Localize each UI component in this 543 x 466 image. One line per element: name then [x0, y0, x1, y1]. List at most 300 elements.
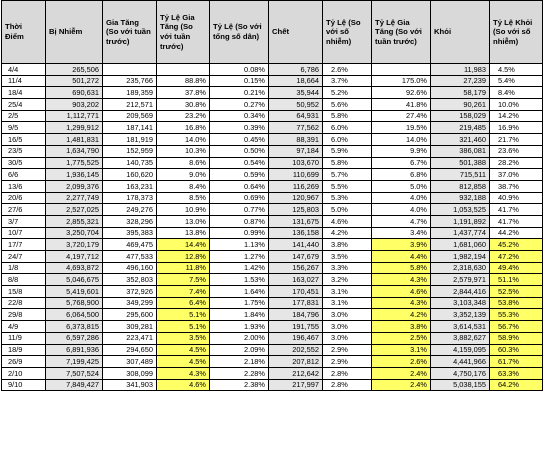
cell-increase: 223,471: [103, 332, 157, 344]
cell-deaths: 88,391: [269, 134, 323, 146]
cell-date: 17/7: [2, 239, 46, 251]
cell-death-rate: 3.1%: [323, 297, 372, 309]
cell-death-rate: 5.3%: [323, 192, 372, 204]
cell-increase-rate: 3.5%: [157, 332, 210, 344]
table-row: [2, 262, 543, 274]
cell-population-rate: 0.27%: [210, 99, 269, 111]
cell-infected: 6,891,936: [46, 344, 103, 356]
cell-population-rate: 0.34%: [210, 110, 269, 122]
cell-recovery-rate: 45.2%: [490, 239, 543, 251]
cell-population-rate: 0.39%: [210, 122, 269, 134]
cell-recovered: 1,681,060: [431, 239, 490, 251]
cell-recovery-rate: 41.7%: [490, 215, 543, 227]
cell-death-increase-rate: 92.6%: [372, 87, 431, 99]
cell-death-increase-rate: 2.6%: [372, 356, 431, 368]
cell-population-rate: 1.93%: [210, 321, 269, 333]
cell-deaths: 110,699: [269, 169, 323, 181]
cell-increase: 212,571: [103, 99, 157, 111]
cell-population-rate: 0.08%: [210, 64, 269, 76]
cell-increase: 209,569: [103, 110, 157, 122]
cell-recovery-rate: 38.7%: [490, 180, 543, 192]
cell-increase-rate: 8.4%: [157, 180, 210, 192]
cell-infected: 6,597,286: [46, 332, 103, 344]
cell-recovery-rate: 47.2%: [490, 251, 543, 263]
cell-population-rate: 2.09%: [210, 344, 269, 356]
cell-death-rate: 2.6%: [323, 64, 372, 76]
cell-recovery-rate: 8.4%: [490, 87, 543, 99]
cell-date: 25/4: [2, 99, 46, 111]
cell-recovery-rate: 37.0%: [490, 169, 543, 181]
cell-death-rate: 3.3%: [323, 262, 372, 274]
cell-infected: 4,693,872: [46, 262, 103, 274]
cell-death-increase-rate: 4.4%: [372, 251, 431, 263]
cell-increase: 349,299: [103, 297, 157, 309]
table-row: [2, 332, 543, 344]
cell-deaths: 64,931: [269, 110, 323, 122]
cell-death-increase-rate: 4.0%: [372, 192, 431, 204]
cell-population-rate: 1.42%: [210, 262, 269, 274]
cell-recovery-rate: 21.7%: [490, 134, 543, 146]
cell-increase: 178,373: [103, 192, 157, 204]
cell-infected: 7,507,524: [46, 367, 103, 379]
cell-increase: 160,620: [103, 169, 157, 181]
cell-recovered: 27,239: [431, 75, 490, 87]
cell-death-increase-rate: 3.9%: [372, 239, 431, 251]
cell-population-rate: 0.77%: [210, 204, 269, 216]
cell-recovery-rate: 28.2%: [490, 157, 543, 169]
table-row: [2, 274, 543, 286]
cell-increase: 249,276: [103, 204, 157, 216]
cell-increase-rate: 10.3%: [157, 145, 210, 157]
cell-increase-rate: 5.1%: [157, 321, 210, 333]
cell-infected: 7,849,427: [46, 379, 103, 391]
cell-death-rate: 5.2%: [323, 87, 372, 99]
cell-recovery-rate: 58.9%: [490, 332, 543, 344]
table-row: [2, 64, 543, 76]
header-increase-rate: Tỷ Lệ Gia Tăng (So với tuần trước): [157, 1, 210, 64]
cell-death-increase-rate: 4.3%: [372, 297, 431, 309]
cell-recovered: 2,318,630: [431, 262, 490, 274]
table-row: [2, 157, 543, 169]
cell-recovered: 1,191,892: [431, 215, 490, 227]
cell-death-rate: 4.2%: [323, 227, 372, 239]
cell-recovery-rate: 44.2%: [490, 227, 543, 239]
cell-population-rate: 1.27%: [210, 251, 269, 263]
cell-infected: 6,064,500: [46, 309, 103, 321]
cell-population-rate: 2.38%: [210, 379, 269, 391]
cell-infected: 6,373,815: [46, 321, 103, 333]
cell-date: 11/4: [2, 75, 46, 87]
cell-recovery-rate: 4.5%: [490, 64, 543, 76]
cell-deaths: 207,812: [269, 356, 323, 368]
cell-death-increase-rate: 14.0%: [372, 134, 431, 146]
cell-population-rate: 0.87%: [210, 215, 269, 227]
cell-increase: [103, 64, 157, 76]
cell-deaths: 18,664: [269, 75, 323, 87]
cell-death-increase-rate: 2.4%: [372, 367, 431, 379]
cell-death-increase-rate: 19.5%: [372, 122, 431, 134]
cell-deaths: 6,786: [269, 64, 323, 76]
header-population-rate: Tỷ Lệ (So với tổng số dân): [210, 1, 269, 64]
cell-increase: 341,903: [103, 379, 157, 391]
cell-recovered: 2,844,416: [431, 286, 490, 298]
cell-death-rate: 3.7%: [323, 75, 372, 87]
cell-death-increase-rate: 4.6%: [372, 286, 431, 298]
cell-deaths: 116,269: [269, 180, 323, 192]
cell-recovery-rate: 14.2%: [490, 110, 543, 122]
table-body: [2, 64, 543, 391]
table-row: [2, 227, 543, 239]
table-row: [2, 110, 543, 122]
cell-date: 6/6: [2, 169, 46, 181]
cell-increase-rate: 11.8%: [157, 262, 210, 274]
cell-increase-rate: 14.4%: [157, 239, 210, 251]
cell-recovered: 1,053,525: [431, 204, 490, 216]
cell-recovery-rate: 10.0%: [490, 99, 543, 111]
cell-death-rate: 2.8%: [323, 367, 372, 379]
table-row: [2, 297, 543, 309]
cell-increase: 469,475: [103, 239, 157, 251]
cell-death-rate: 5.0%: [323, 204, 372, 216]
cell-deaths: 50,952: [269, 99, 323, 111]
cell-increase-rate: 13.8%: [157, 227, 210, 239]
cell-infected: 1,299,912: [46, 122, 103, 134]
cell-recovered: 4,750,176: [431, 367, 490, 379]
cell-increase-rate: 14.0%: [157, 134, 210, 146]
cell-recovery-rate: 23.6%: [490, 145, 543, 157]
cell-recovered: 932,188: [431, 192, 490, 204]
cell-death-rate: 5.8%: [323, 110, 372, 122]
cell-increase-rate: 7.5%: [157, 274, 210, 286]
cell-increase: 295,600: [103, 309, 157, 321]
cell-recovery-rate: 60.3%: [490, 344, 543, 356]
cell-date: 13/6: [2, 180, 46, 192]
cell-death-increase-rate: 5.0%: [372, 180, 431, 192]
cell-infected: 1,634,790: [46, 145, 103, 157]
cell-deaths: 217,997: [269, 379, 323, 391]
cell-increase-rate: 4.3%: [157, 367, 210, 379]
table-row: [2, 286, 543, 298]
cell-deaths: 131,675: [269, 215, 323, 227]
cell-death-increase-rate: 5.8%: [372, 262, 431, 274]
cell-death-rate: 3.5%: [323, 251, 372, 263]
cell-recovered: 321,460: [431, 134, 490, 146]
cell-increase-rate: 88.8%: [157, 75, 210, 87]
table-row: [2, 75, 543, 87]
cell-date: 24/7: [2, 251, 46, 263]
table-row: [2, 145, 543, 157]
cell-date: 20/6: [2, 192, 46, 204]
cell-date: 4/4: [2, 64, 46, 76]
cell-recovered: 4,441,966: [431, 356, 490, 368]
cell-deaths: 141,440: [269, 239, 323, 251]
cell-increase: 235,766: [103, 75, 157, 87]
cell-death-rate: 3.0%: [323, 309, 372, 321]
cell-date: 4/9: [2, 321, 46, 333]
cell-deaths: 35,944: [269, 87, 323, 99]
cell-recovered: 3,352,139: [431, 309, 490, 321]
cell-recovered: 219,485: [431, 122, 490, 134]
table-row: [2, 344, 543, 356]
header-increase: Gia Tăng (So với tuần trước): [103, 1, 157, 64]
cell-increase: 294,650: [103, 344, 157, 356]
cell-recovered: 812,858: [431, 180, 490, 192]
cell-death-increase-rate: 4.2%: [372, 309, 431, 321]
cell-deaths: 170,451: [269, 286, 323, 298]
cell-infected: 7,199,425: [46, 356, 103, 368]
cell-increase-rate: 7.4%: [157, 286, 210, 298]
cell-increase-rate: 23.2%: [157, 110, 210, 122]
cell-deaths: 147,679: [269, 251, 323, 263]
cell-recovery-rate: 55.3%: [490, 309, 543, 321]
cell-death-rate: 5.5%: [323, 180, 372, 192]
cell-death-rate: 2.8%: [323, 379, 372, 391]
table-row: [2, 180, 543, 192]
cell-death-increase-rate: [372, 64, 431, 76]
table-row: [2, 251, 543, 263]
cell-increase: 152,959: [103, 145, 157, 157]
cell-recovery-rate: 52.5%: [490, 286, 543, 298]
cell-increase: 189,359: [103, 87, 157, 99]
cell-date: 29/8: [2, 309, 46, 321]
cell-death-increase-rate: 4.7%: [372, 215, 431, 227]
table-row: [2, 134, 543, 146]
cell-date: 18/9: [2, 344, 46, 356]
cell-recovery-rate: 63.3%: [490, 367, 543, 379]
header-death-increase-rate: Tỷ Lệ Gia Tăng (So với tuần trước): [372, 1, 431, 64]
cell-infected: 1,112,771: [46, 110, 103, 122]
cell-deaths: 184,796: [269, 309, 323, 321]
cell-infected: 2,527,025: [46, 204, 103, 216]
cell-recovery-rate: 53.8%: [490, 297, 543, 309]
cell-population-rate: 0.45%: [210, 134, 269, 146]
cell-recovery-rate: 41.7%: [490, 204, 543, 216]
cell-recovery-rate: 56.7%: [490, 321, 543, 333]
cell-date: 2/10: [2, 367, 46, 379]
cell-increase-rate: 6.4%: [157, 297, 210, 309]
cell-date: 8/8: [2, 274, 46, 286]
cell-increase-rate: 12.8%: [157, 251, 210, 263]
cell-infected: 2,277,749: [46, 192, 103, 204]
cell-deaths: 196,467: [269, 332, 323, 344]
table-row: [2, 169, 543, 181]
cell-infected: 265,506: [46, 64, 103, 76]
cell-death-rate: 6.0%: [323, 122, 372, 134]
cell-recovered: 1,437,774: [431, 227, 490, 239]
cell-death-increase-rate: 3.4%: [372, 227, 431, 239]
cell-deaths: 103,670: [269, 157, 323, 169]
cell-recovered: 715,511: [431, 169, 490, 181]
cell-increase: 309,281: [103, 321, 157, 333]
cell-increase: 187,141: [103, 122, 157, 134]
cell-population-rate: 0.54%: [210, 157, 269, 169]
table-row: [2, 356, 543, 368]
cell-date: 10/7: [2, 227, 46, 239]
table-row: [2, 215, 543, 227]
cell-death-increase-rate: 9.9%: [372, 145, 431, 157]
cell-recovered: 3,103,348: [431, 297, 490, 309]
cell-infected: 5,768,900: [46, 297, 103, 309]
cell-population-rate: 0.64%: [210, 180, 269, 192]
cell-death-rate: 2.9%: [323, 356, 372, 368]
cell-recovered: 58,179: [431, 87, 490, 99]
cell-death-rate: 3.2%: [323, 274, 372, 286]
cell-date: 18/4: [2, 87, 46, 99]
cell-date: 9/5: [2, 122, 46, 134]
header-infected: Bị Nhiễm: [46, 1, 103, 64]
table-row: [2, 379, 543, 391]
header-recovery-rate: Tỷ Lệ Khỏi (So với số nhiễm): [490, 1, 543, 64]
cell-deaths: 136,158: [269, 227, 323, 239]
cell-increase: 307,489: [103, 356, 157, 368]
cell-recovery-rate: 40.9%: [490, 192, 543, 204]
cell-increase: 496,160: [103, 262, 157, 274]
cell-increase: 372,926: [103, 286, 157, 298]
header-deaths: Chết: [269, 1, 323, 64]
cell-population-rate: 2.18%: [210, 356, 269, 368]
cell-death-rate: 5.6%: [323, 99, 372, 111]
cell-death-increase-rate: 6.8%: [372, 169, 431, 181]
cell-infected: 1,936,145: [46, 169, 103, 181]
cell-increase-rate: 37.8%: [157, 87, 210, 99]
cell-increase: 140,735: [103, 157, 157, 169]
cell-deaths: 156,267: [269, 262, 323, 274]
cell-recovered: 501,388: [431, 157, 490, 169]
cell-infected: 1,481,831: [46, 134, 103, 146]
cell-increase-rate: 4.5%: [157, 344, 210, 356]
cell-deaths: 125,803: [269, 204, 323, 216]
cell-population-rate: 2.28%: [210, 367, 269, 379]
cell-population-rate: 2.00%: [210, 332, 269, 344]
cell-death-increase-rate: 175.0%: [372, 75, 431, 87]
cell-increase: 395,383: [103, 227, 157, 239]
cell-population-rate: 0.50%: [210, 145, 269, 157]
cell-death-rate: 5.9%: [323, 145, 372, 157]
cell-deaths: 202,552: [269, 344, 323, 356]
cell-recovered: 158,029: [431, 110, 490, 122]
table-row: [2, 367, 543, 379]
cell-recovered: 11,983: [431, 64, 490, 76]
cell-population-rate: 1.64%: [210, 286, 269, 298]
cell-death-increase-rate: 4.3%: [372, 274, 431, 286]
cell-death-rate: 5.8%: [323, 157, 372, 169]
covid-stats-table: [1, 0, 543, 391]
cell-death-rate: 3.0%: [323, 321, 372, 333]
cell-death-rate: 2.9%: [323, 344, 372, 356]
cell-date: 11/9: [2, 332, 46, 344]
cell-infected: 3,720,179: [46, 239, 103, 251]
cell-increase: 328,296: [103, 215, 157, 227]
cell-date: 2/5: [2, 110, 46, 122]
cell-death-increase-rate: 4.0%: [372, 204, 431, 216]
table-row: [2, 239, 543, 251]
cell-infected: 2,855,321: [46, 215, 103, 227]
cell-population-rate: 0.15%: [210, 75, 269, 87]
cell-date: 15/8: [2, 286, 46, 298]
cell-increase-rate: [157, 64, 210, 76]
cell-increase-rate: 4.6%: [157, 379, 210, 391]
cell-infected: 1,775,525: [46, 157, 103, 169]
cell-deaths: 191,755: [269, 321, 323, 333]
cell-death-increase-rate: 3.8%: [372, 321, 431, 333]
table-row: [2, 192, 543, 204]
cell-recovery-rate: 49.4%: [490, 262, 543, 274]
header-recovered: Khỏi: [431, 1, 490, 64]
cell-population-rate: 0.21%: [210, 87, 269, 99]
cell-population-rate: 0.99%: [210, 227, 269, 239]
cell-recovered: 5,038,155: [431, 379, 490, 391]
cell-deaths: 97,184: [269, 145, 323, 157]
cell-recovered: 386,081: [431, 145, 490, 157]
cell-increase: 477,533: [103, 251, 157, 263]
table-row: [2, 309, 543, 321]
table-row: [2, 87, 543, 99]
cell-infected: 903,202: [46, 99, 103, 111]
cell-date: 23/5: [2, 145, 46, 157]
cell-date: 27/6: [2, 204, 46, 216]
cell-increase-rate: 9.0%: [157, 169, 210, 181]
cell-increase-rate: 10.9%: [157, 204, 210, 216]
table-header: [2, 1, 543, 64]
cell-increase-rate: 8.5%: [157, 192, 210, 204]
cell-death-increase-rate: 3.1%: [372, 344, 431, 356]
cell-recovered: 4,159,095: [431, 344, 490, 356]
cell-death-increase-rate: 2.5%: [372, 332, 431, 344]
cell-death-rate: 3.8%: [323, 239, 372, 251]
cell-date: 22/8: [2, 297, 46, 309]
cell-increase: 352,803: [103, 274, 157, 286]
cell-recovered: 1,982,194: [431, 251, 490, 263]
cell-increase-rate: 30.8%: [157, 99, 210, 111]
header-row: [2, 1, 543, 64]
cell-death-increase-rate: 2.4%: [372, 379, 431, 391]
cell-infected: 501,272: [46, 75, 103, 87]
cell-recovered: 90,261: [431, 99, 490, 111]
cell-deaths: 163,027: [269, 274, 323, 286]
cell-increase-rate: 4.5%: [157, 356, 210, 368]
cell-death-rate: 4.6%: [323, 215, 372, 227]
cell-date: 30/5: [2, 157, 46, 169]
cell-recovery-rate: 16.9%: [490, 122, 543, 134]
cell-recovered: 2,579,971: [431, 274, 490, 286]
table-row: [2, 204, 543, 216]
cell-recovery-rate: 61.7%: [490, 356, 543, 368]
table-row: [2, 122, 543, 134]
cell-deaths: 120,967: [269, 192, 323, 204]
cell-recovery-rate: 51.1%: [490, 274, 543, 286]
cell-death-rate: 6.0%: [323, 134, 372, 146]
cell-recovery-rate: 64.2%: [490, 379, 543, 391]
cell-increase-rate: 16.8%: [157, 122, 210, 134]
cell-increase: 181,919: [103, 134, 157, 146]
cell-increase-rate: 8.6%: [157, 157, 210, 169]
cell-increase: 163,231: [103, 180, 157, 192]
cell-population-rate: 1.13%: [210, 239, 269, 251]
cell-date: 16/5: [2, 134, 46, 146]
cell-death-rate: 3.0%: [323, 332, 372, 344]
cell-infected: 4,197,712: [46, 251, 103, 263]
cell-infected: 2,099,376: [46, 180, 103, 192]
cell-population-rate: 1.84%: [210, 309, 269, 321]
cell-date: 9/10: [2, 379, 46, 391]
cell-infected: 5,046,675: [46, 274, 103, 286]
cell-death-increase-rate: 41.8%: [372, 99, 431, 111]
cell-increase-rate: 13.0%: [157, 215, 210, 227]
table-row: [2, 99, 543, 111]
cell-infected: 3,250,704: [46, 227, 103, 239]
cell-recovery-rate: 5.4%: [490, 75, 543, 87]
cell-death-rate: 3.1%: [323, 286, 372, 298]
